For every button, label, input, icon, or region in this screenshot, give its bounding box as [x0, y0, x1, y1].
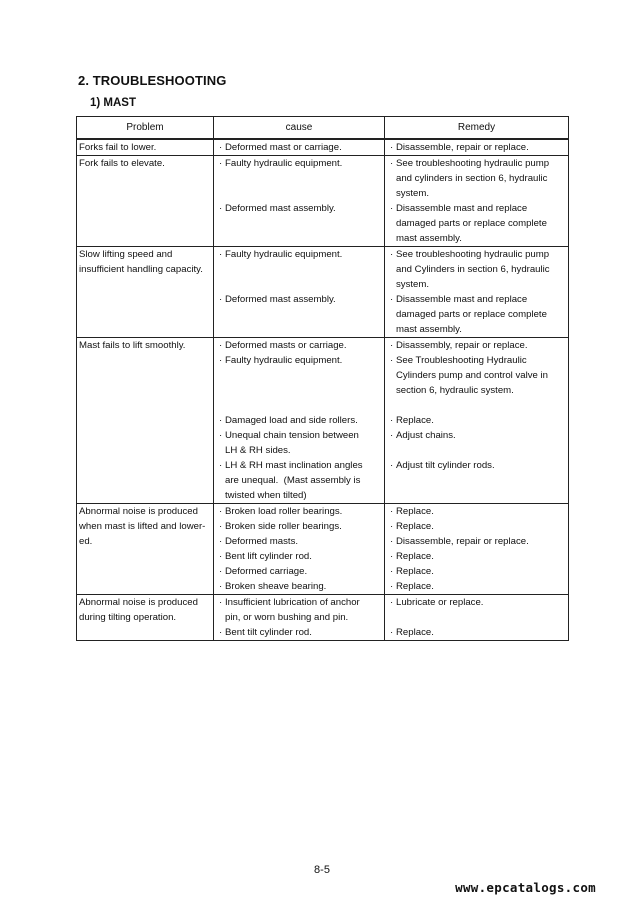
- cause-item-line: [216, 549, 382, 564]
- bullet-icon: ·: [219, 415, 223, 426]
- cause-item-line: [216, 292, 382, 307]
- problem-text: during tilting operation.: [79, 612, 177, 623]
- header-cause: cause: [214, 117, 385, 140]
- cause-text: Faulty hydraulic equipment.: [225, 355, 343, 366]
- cause-item-line: [216, 519, 382, 534]
- cause-text: Damaged load and side rollers.: [225, 415, 358, 426]
- cause-item-line: [216, 277, 382, 292]
- problem-cell: [77, 338, 214, 504]
- remedy-item-line: [387, 186, 566, 201]
- bullet-icon: ·: [219, 158, 223, 169]
- problem-cell: [77, 247, 214, 338]
- problem-cell: [77, 139, 214, 156]
- remedy-cell: [385, 156, 569, 247]
- bullet-icon: [387, 307, 396, 322]
- bullet-icon: ·: [390, 551, 394, 562]
- cause-cell: [214, 338, 385, 504]
- cause-item-line: [216, 564, 382, 579]
- cause-text: twisted when tilted): [225, 490, 307, 501]
- cause-item-line: [216, 383, 382, 398]
- bullet-icon: ·: [390, 506, 394, 517]
- cause-item-line: [216, 443, 382, 458]
- remedy-text: Replace.: [396, 627, 434, 638]
- bullet-icon: ·: [390, 158, 394, 169]
- remedy-cell: [385, 247, 569, 338]
- remedy-item-line: [387, 353, 566, 368]
- bullet-icon: ·: [390, 249, 394, 260]
- table-row: [77, 156, 569, 247]
- problem-cell: [77, 595, 214, 641]
- problem-text: when mast is lifted and lower-: [79, 521, 206, 532]
- cause-text: Deformed masts or carriage.: [225, 340, 347, 351]
- bullet-icon: [216, 488, 225, 503]
- bullet-icon: ·: [219, 536, 223, 547]
- bullet-icon: ·: [390, 142, 394, 153]
- remedy-item-line: [387, 156, 566, 171]
- table-header-row: [77, 117, 569, 140]
- cause-text: are unequal. (Mast assembly is: [225, 475, 361, 486]
- bullet-icon: [387, 398, 396, 413]
- remedy-item-line: [387, 368, 566, 383]
- watermark: www.epcatalogs.com: [455, 880, 596, 895]
- header-remedy: Remedy: [385, 117, 569, 140]
- cause-text: Bent lift cylinder rod.: [225, 551, 312, 562]
- bullet-icon: [387, 383, 396, 398]
- cause-item-line: [216, 398, 382, 413]
- remedy-cell: [385, 504, 569, 595]
- remedy-item-line: [387, 231, 566, 246]
- remedy-text: and cylinders in section 6, hydraulic: [396, 173, 548, 184]
- remedy-text: and Cylinders in section 6, hydraulic: [396, 264, 550, 275]
- cause-text: Faulty hydraulic equipment.: [225, 249, 343, 260]
- bullet-icon: [216, 443, 225, 458]
- table-row: [77, 595, 569, 641]
- cause-item-line: [216, 504, 382, 519]
- remedy-item-line: [387, 307, 566, 322]
- cause-text: Broken load roller bearings.: [225, 506, 343, 517]
- remedy-item-line: [387, 625, 566, 640]
- cause-item-line: [216, 579, 382, 594]
- bullet-icon: [387, 171, 396, 186]
- remedy-text: Replace.: [396, 581, 434, 592]
- cause-item-line: [216, 488, 382, 503]
- remedy-item-line: [387, 398, 566, 413]
- bullet-icon: ·: [219, 340, 223, 351]
- problem-text: Mast fails to lift smoothly.: [79, 340, 186, 351]
- bullet-icon: [387, 231, 396, 246]
- cause-item-line: [216, 413, 382, 428]
- table-row: [77, 247, 569, 338]
- bullet-icon: [387, 368, 396, 383]
- remedy-item-line: [387, 383, 566, 398]
- remedy-item-line: [387, 413, 566, 428]
- cause-item-line: [216, 534, 382, 549]
- bullet-icon: [216, 186, 225, 201]
- cause-item-line: [216, 458, 382, 473]
- bullet-icon: ·: [390, 536, 394, 547]
- bullet-icon: ·: [390, 581, 394, 592]
- remedy-item-line: [387, 322, 566, 337]
- bullet-icon: ·: [219, 249, 223, 260]
- problem-text: Abnormal noise is produced: [79, 506, 198, 517]
- bullet-icon: ·: [219, 430, 223, 441]
- remedy-text: system.: [396, 188, 430, 199]
- remedy-item-line: [387, 140, 566, 155]
- cause-item-line: [216, 625, 382, 640]
- cause-text: Unequal chain tension between: [225, 430, 359, 441]
- bullet-icon: [216, 610, 225, 625]
- remedy-cell: [385, 139, 569, 156]
- bullet-icon: [387, 610, 396, 625]
- remedy-item-line: [387, 338, 566, 353]
- remedy-item-line: [387, 216, 566, 231]
- cause-cell: [214, 247, 385, 338]
- remedy-text: damaged parts or replace complete: [396, 218, 547, 229]
- bullet-icon: [216, 262, 225, 277]
- bullet-icon: [387, 277, 396, 292]
- bullet-icon: ·: [219, 294, 223, 305]
- bullet-icon: ·: [390, 415, 394, 426]
- remedy-item-line: [387, 473, 566, 488]
- section-title: 2. TROUBLESHOOTING: [78, 73, 227, 88]
- problem-text: Abnormal noise is produced: [79, 597, 198, 608]
- bullet-icon: ·: [390, 355, 394, 366]
- bullet-icon: ·: [390, 203, 394, 214]
- page-number: 8-5: [314, 864, 330, 876]
- problem-text: ed.: [79, 536, 93, 547]
- remedy-text: Replace.: [396, 415, 434, 426]
- cause-item-line: [216, 610, 382, 625]
- bullet-icon: ·: [390, 566, 394, 577]
- remedy-cell: [385, 595, 569, 641]
- cause-item-line: [216, 201, 382, 216]
- remedy-item-line: [387, 262, 566, 277]
- remedy-item-line: [387, 292, 566, 307]
- bullet-icon: ·: [219, 551, 223, 562]
- cause-text: Bent tilt cylinder rod.: [225, 627, 312, 638]
- remedy-text: Replace.: [396, 506, 434, 517]
- cause-item-line: [216, 428, 382, 443]
- problem-cell: [77, 504, 214, 595]
- cause-cell: [214, 156, 385, 247]
- bullet-icon: ·: [219, 142, 223, 153]
- remedy-cell: [385, 338, 569, 504]
- remedy-text: See troubleshooting hydraulic pump: [396, 249, 550, 260]
- remedy-text: mast assembly.: [396, 324, 462, 335]
- bullet-icon: [216, 473, 225, 488]
- problem-cell: [77, 156, 214, 247]
- remedy-text: Replace.: [396, 551, 434, 562]
- bullet-icon: [387, 186, 396, 201]
- remedy-item-line: [387, 549, 566, 564]
- problem-text: Forks fail to lower.: [79, 142, 157, 153]
- bullet-icon: ·: [219, 506, 223, 517]
- bullet-icon: ·: [390, 521, 394, 532]
- cause-cell: [214, 139, 385, 156]
- bullet-icon: ·: [219, 597, 223, 608]
- cause-item-line: [216, 186, 382, 201]
- cause-item-line: [216, 353, 382, 368]
- remedy-item-line: [387, 504, 566, 519]
- cause-text: LH & RH mast inclination angles: [225, 460, 363, 471]
- bullet-icon: ·: [219, 203, 223, 214]
- problem-text: Slow lifting speed and: [79, 249, 173, 260]
- remedy-text: section 6, hydraulic system.: [396, 385, 514, 396]
- cause-item-line: [216, 368, 382, 383]
- bullet-icon: ·: [390, 597, 394, 608]
- cause-text: Deformed mast assembly.: [225, 294, 336, 305]
- cause-text: Faulty hydraulic equipment.: [225, 158, 343, 169]
- bullet-icon: ·: [219, 581, 223, 592]
- cause-text: Deformed mast assembly.: [225, 203, 336, 214]
- remedy-text: Replace.: [396, 521, 434, 532]
- cause-text: Deformed carriage.: [225, 566, 308, 577]
- bullet-icon: [387, 322, 396, 337]
- remedy-text: Disassemble mast and replace: [396, 203, 528, 214]
- cause-text: Broken side roller bearings.: [225, 521, 342, 532]
- cause-text: Deformed mast or carriage.: [225, 142, 342, 153]
- remedy-item-line: [387, 610, 566, 625]
- bullet-icon: [216, 277, 225, 292]
- bullet-icon: ·: [219, 521, 223, 532]
- bullet-icon: [387, 216, 396, 231]
- remedy-item-line: [387, 458, 566, 473]
- cause-text: pin, or worn bushing and pin.: [225, 612, 349, 623]
- bullet-icon: [387, 473, 396, 488]
- troubleshooting-table: [76, 116, 569, 641]
- cause-text: Insufficient lubrication of anchor: [225, 597, 360, 608]
- remedy-item-line: [387, 247, 566, 262]
- remedy-text: Disassemble, repair or replace.: [396, 536, 529, 547]
- remedy-text: Lubricate or replace.: [396, 597, 484, 608]
- remedy-text: mast assembly.: [396, 233, 462, 244]
- cause-item-line: [216, 140, 382, 155]
- bullet-icon: ·: [219, 627, 223, 638]
- remedy-item-line: [387, 595, 566, 610]
- remedy-item-line: [387, 428, 566, 443]
- remedy-text: Replace.: [396, 566, 434, 577]
- remedy-item-line: [387, 443, 566, 458]
- remedy-item-line: [387, 488, 566, 503]
- remedy-item-line: [387, 201, 566, 216]
- remedy-item-line: [387, 564, 566, 579]
- bullet-icon: [216, 383, 225, 398]
- bullet-icon: [387, 488, 396, 503]
- cause-text: Broken sheave bearing.: [225, 581, 327, 592]
- cause-item-line: [216, 171, 382, 186]
- cause-item-line: [216, 247, 382, 262]
- bullet-icon: ·: [390, 340, 394, 351]
- cause-cell: [214, 504, 385, 595]
- problem-text: insufficient handling capacity.: [79, 264, 203, 275]
- bullet-icon: ·: [219, 460, 223, 471]
- problem-text: Fork fails to elevate.: [79, 158, 165, 169]
- bullet-icon: [387, 443, 396, 458]
- remedy-text: Cylinders pump and control valve in: [396, 370, 548, 381]
- cause-item-line: [216, 262, 382, 277]
- remedy-item-line: [387, 534, 566, 549]
- bullet-icon: [387, 262, 396, 277]
- header-problem: Problem: [77, 117, 214, 140]
- bullet-icon: ·: [219, 355, 223, 366]
- remedy-text: See Troubleshooting Hydraulic: [396, 355, 527, 366]
- remedy-item-line: [387, 277, 566, 292]
- remedy-item-line: [387, 519, 566, 534]
- bullet-icon: ·: [390, 460, 394, 471]
- bullet-icon: [216, 368, 225, 383]
- bullet-icon: [216, 398, 225, 413]
- table-row: [77, 139, 569, 156]
- cause-item-line: [216, 338, 382, 353]
- bullet-icon: ·: [219, 566, 223, 577]
- remedy-text: Disassemble mast and replace: [396, 294, 528, 305]
- remedy-text: Adjust tilt cylinder rods.: [396, 460, 495, 471]
- remedy-text: damaged parts or replace complete: [396, 309, 547, 320]
- cause-cell: [214, 595, 385, 641]
- sub-title: 1) MAST: [90, 97, 136, 109]
- cause-item-line: [216, 595, 382, 610]
- table-body: [77, 139, 569, 641]
- remedy-text: See troubleshooting hydraulic pump: [396, 158, 550, 169]
- cause-item-line: [216, 156, 382, 171]
- remedy-text: Disassembly, repair or replace.: [396, 340, 528, 351]
- cause-text: LH & RH sides.: [225, 445, 291, 456]
- bullet-icon: ·: [390, 430, 394, 441]
- cause-text: Deformed masts.: [225, 536, 299, 547]
- table-row: [77, 338, 569, 504]
- bullet-icon: ·: [390, 294, 394, 305]
- remedy-text: Disassemble, repair or replace.: [396, 142, 529, 153]
- cause-item-line: [216, 473, 382, 488]
- bullet-icon: [216, 171, 225, 186]
- bullet-icon: ·: [390, 627, 394, 638]
- remedy-text: Adjust chains.: [396, 430, 456, 441]
- remedy-text: system.: [396, 279, 430, 290]
- remedy-item-line: [387, 171, 566, 186]
- remedy-item-line: [387, 579, 566, 594]
- table-row: [77, 504, 569, 595]
